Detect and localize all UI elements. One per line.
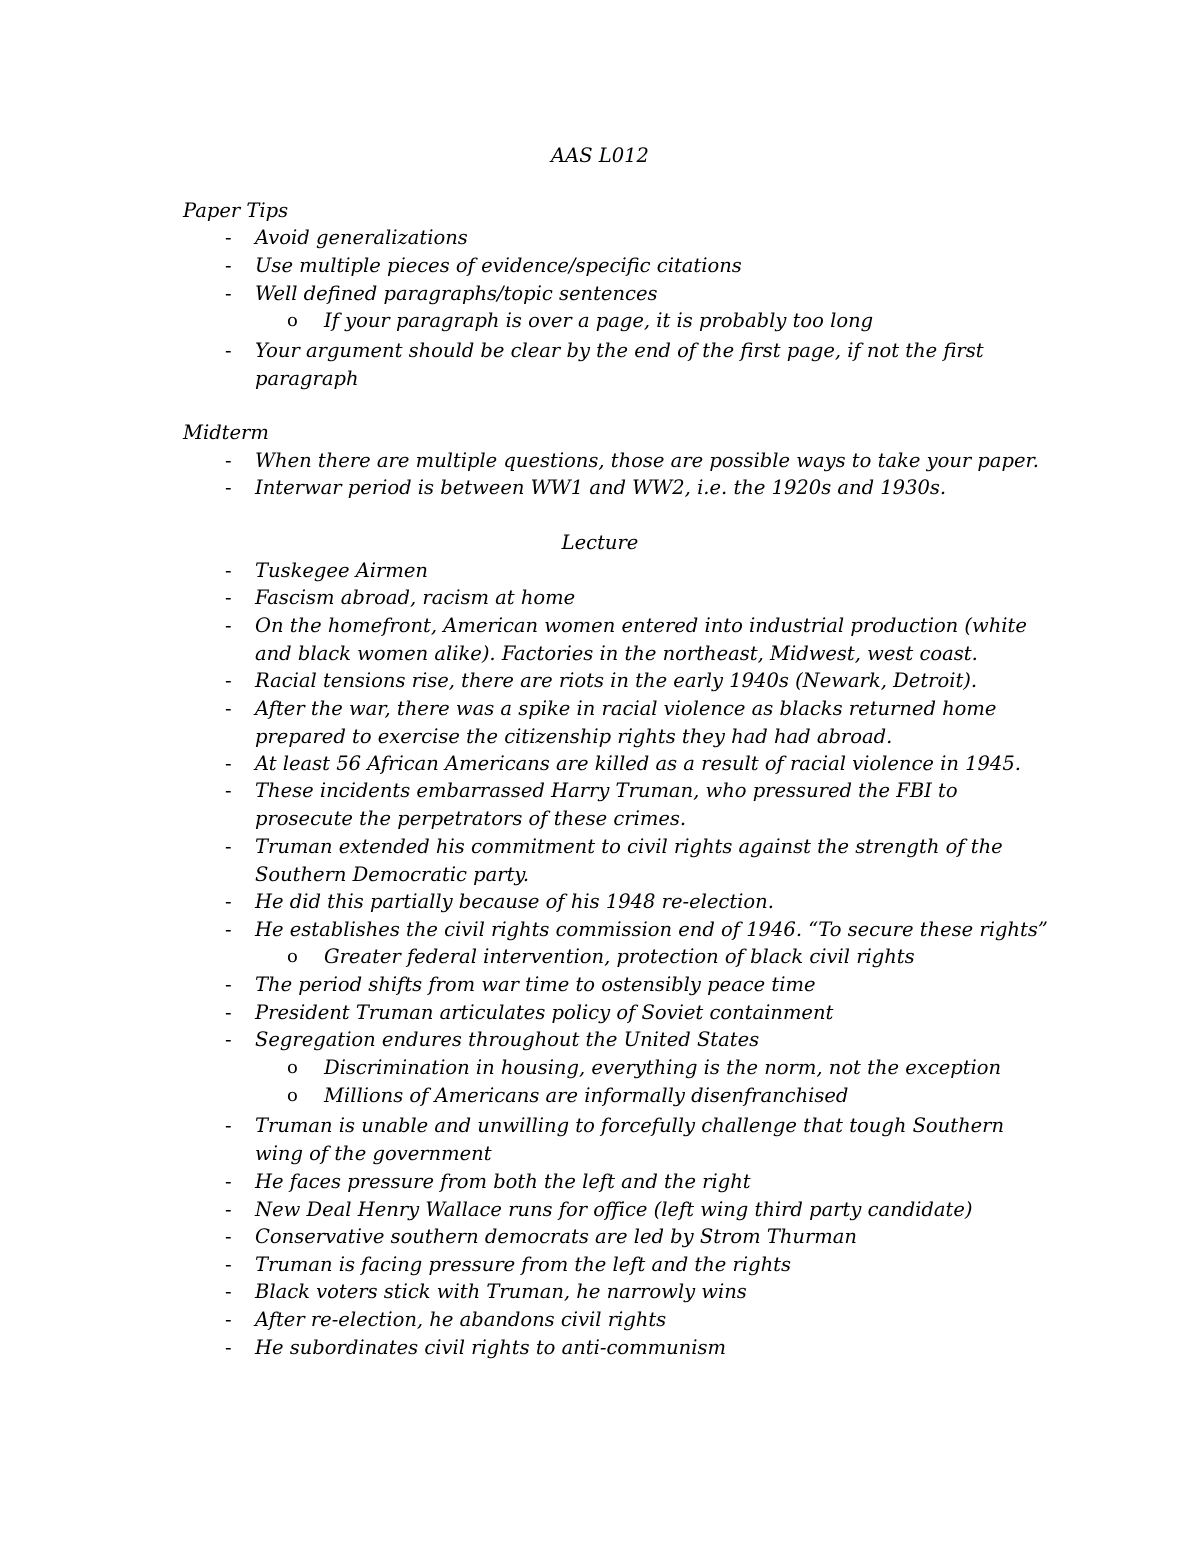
list-item [225, 224, 468, 252]
list-item-text: Segregation endures throughout the United States [255, 1028, 760, 1051]
list-item [225, 1196, 973, 1224]
list-item [225, 777, 958, 832]
list-item-text: He did this partially because of his 1948 re-election. [255, 890, 774, 913]
list-item [225, 1223, 857, 1251]
dash-bullet: - [225, 559, 232, 582]
list-item-text: He establishes the civil rights commission end of 1946. “To secure these rights” [255, 918, 1048, 941]
list-item-text: He subordinates civil rights to anti-communism [255, 1336, 726, 1359]
list-item [287, 1054, 1002, 1082]
list-item-text: President Truman articulates policy of Soviet containment [255, 1001, 834, 1024]
list-item-text: New Deal Henry Wallace runs for office (left wing third party candidate) [255, 1198, 973, 1221]
list-item-text: and black women alike). Factories in the northeast, Midwest, west coast. [255, 641, 978, 665]
list-item-text: At least 56 African Americans are killed as a result of racial violence in 1945. [255, 752, 1021, 775]
list-item [225, 1306, 667, 1334]
section-heading-paper-tips: Paper Tips [183, 199, 289, 222]
list-item-text: Your argument should be clear by the end of the first page, if not the first [255, 339, 984, 362]
dash-bullet: - [225, 779, 232, 802]
list-item [225, 1026, 760, 1054]
dash-bullet: - [225, 1308, 232, 1331]
dash-bullet: - [225, 282, 232, 305]
circle-bullet: o [287, 946, 298, 967]
dash-bullet: - [225, 1001, 232, 1024]
dash-bullet: - [225, 254, 232, 277]
list-item-text: prosecute the perpetrators of these crimes. [255, 806, 687, 830]
dash-bullet: - [225, 752, 232, 775]
dash-bullet: - [225, 918, 232, 941]
list-item-text: Southern Democratic party. [255, 862, 530, 886]
list-item-text: Discrimination in housing, everything is the norm, not the exception [324, 1056, 1002, 1079]
list-item [225, 695, 997, 750]
list-item-text: Truman is unable and unwilling to forcefully challenge that tough Southern [255, 1114, 1005, 1137]
list-item-text: These incidents embarrassed Harry Truman, who pressured the FBI to [255, 779, 958, 802]
list-item [225, 557, 428, 585]
list-item [225, 667, 978, 695]
dash-bullet: - [225, 339, 232, 362]
list-item-text: On the homefront, American women entered into industrial production (white [255, 614, 1027, 637]
list-item [225, 888, 774, 916]
list-item [287, 943, 915, 971]
dash-bullet: - [225, 1114, 232, 1137]
list-item [225, 750, 1021, 778]
dash-bullet: - [225, 586, 232, 609]
section-heading-midterm: Midterm [183, 421, 269, 444]
list-item-text: paragraph [255, 366, 359, 390]
list-item [225, 584, 576, 612]
circle-bullet: o [287, 310, 298, 331]
dash-bullet: - [225, 1170, 232, 1193]
dash-bullet: - [225, 449, 232, 472]
circle-bullet: o [287, 1057, 298, 1078]
list-item [287, 307, 874, 335]
dash-bullet: - [225, 890, 232, 913]
document-title: AAS L012 [551, 144, 649, 167]
dash-bullet: - [225, 1280, 232, 1303]
list-item-text: Truman extended his commitment to civil rights against the strength of the [255, 835, 1003, 858]
list-item [225, 447, 1039, 475]
list-item-text: He faces pressure from both the left and the right [255, 1170, 751, 1193]
list-item [287, 1082, 849, 1110]
list-item-text: Fascism abroad, racism at home [255, 586, 576, 609]
list-item-text: The period shifts from war time to ostensibly peace time [255, 973, 816, 996]
list-item [225, 833, 1003, 888]
list-item-text: Millions of Americans are informally disenfranchised [324, 1084, 849, 1107]
list-item [225, 971, 816, 999]
section-heading-lecture: Lecture [561, 531, 639, 554]
dash-bullet: - [225, 1225, 232, 1248]
list-item [225, 1334, 726, 1362]
list-item [225, 1278, 747, 1306]
list-item [225, 252, 742, 280]
dash-bullet: - [225, 614, 232, 637]
list-item-text: Truman is facing pressure from the left and the rights [255, 1253, 791, 1276]
list-item-text: Tuskegee Airmen [255, 559, 428, 582]
list-item [225, 916, 1048, 944]
list-item-text: Use multiple pieces of evidence/specific citations [255, 254, 742, 277]
list-item-text: Interwar period is between WW1 and WW2, i.e. the 1920s and 1930s. [255, 476, 947, 499]
list-item [225, 1251, 791, 1279]
circle-bullet: o [287, 1085, 298, 1106]
list-item [225, 280, 658, 308]
dash-bullet: - [225, 697, 232, 720]
dash-bullet: - [225, 835, 232, 858]
dash-bullet: - [225, 476, 232, 499]
list-item-text: Black voters stick with Truman, he narrowly wins [255, 1280, 747, 1303]
dash-bullet: - [225, 1028, 232, 1051]
dash-bullet: - [225, 226, 232, 249]
list-item-text: Conservative southern democrats are led by Strom Thurman [255, 1225, 857, 1248]
list-item-text: Racial tensions rise, there are riots in the early 1940s (Newark, Detroit). [255, 669, 978, 692]
list-item [225, 474, 947, 502]
dash-bullet: - [225, 1198, 232, 1221]
list-item-text: Well defined paragraphs/topic sentences [255, 282, 658, 305]
list-item [225, 999, 834, 1027]
list-item [225, 337, 984, 392]
list-item-text: When there are multiple questions, those are possible ways to take your paper. [255, 449, 1039, 472]
list-item-text: Greater federal intervention, protection of black civil rights [324, 945, 915, 968]
list-item-text: Avoid generalizations [255, 226, 468, 249]
list-item-text: wing of the government [255, 1141, 492, 1165]
dash-bullet: - [225, 973, 232, 996]
list-item [225, 1112, 1005, 1167]
list-item-text: After the war, there was a spike in racial violence as blacks returned home [255, 697, 997, 720]
list-item [225, 1168, 751, 1196]
list-item [225, 612, 1027, 667]
dash-bullet: - [225, 1253, 232, 1276]
dash-bullet: - [225, 669, 232, 692]
list-item-text: prepared to exercise the citizenship rights they had had abroad. [255, 724, 893, 748]
list-item-text: After re-election, he abandons civil rights [255, 1308, 667, 1331]
dash-bullet: - [225, 1336, 232, 1359]
list-item-text: If your paragraph is over a page, it is probably too long [324, 309, 874, 332]
